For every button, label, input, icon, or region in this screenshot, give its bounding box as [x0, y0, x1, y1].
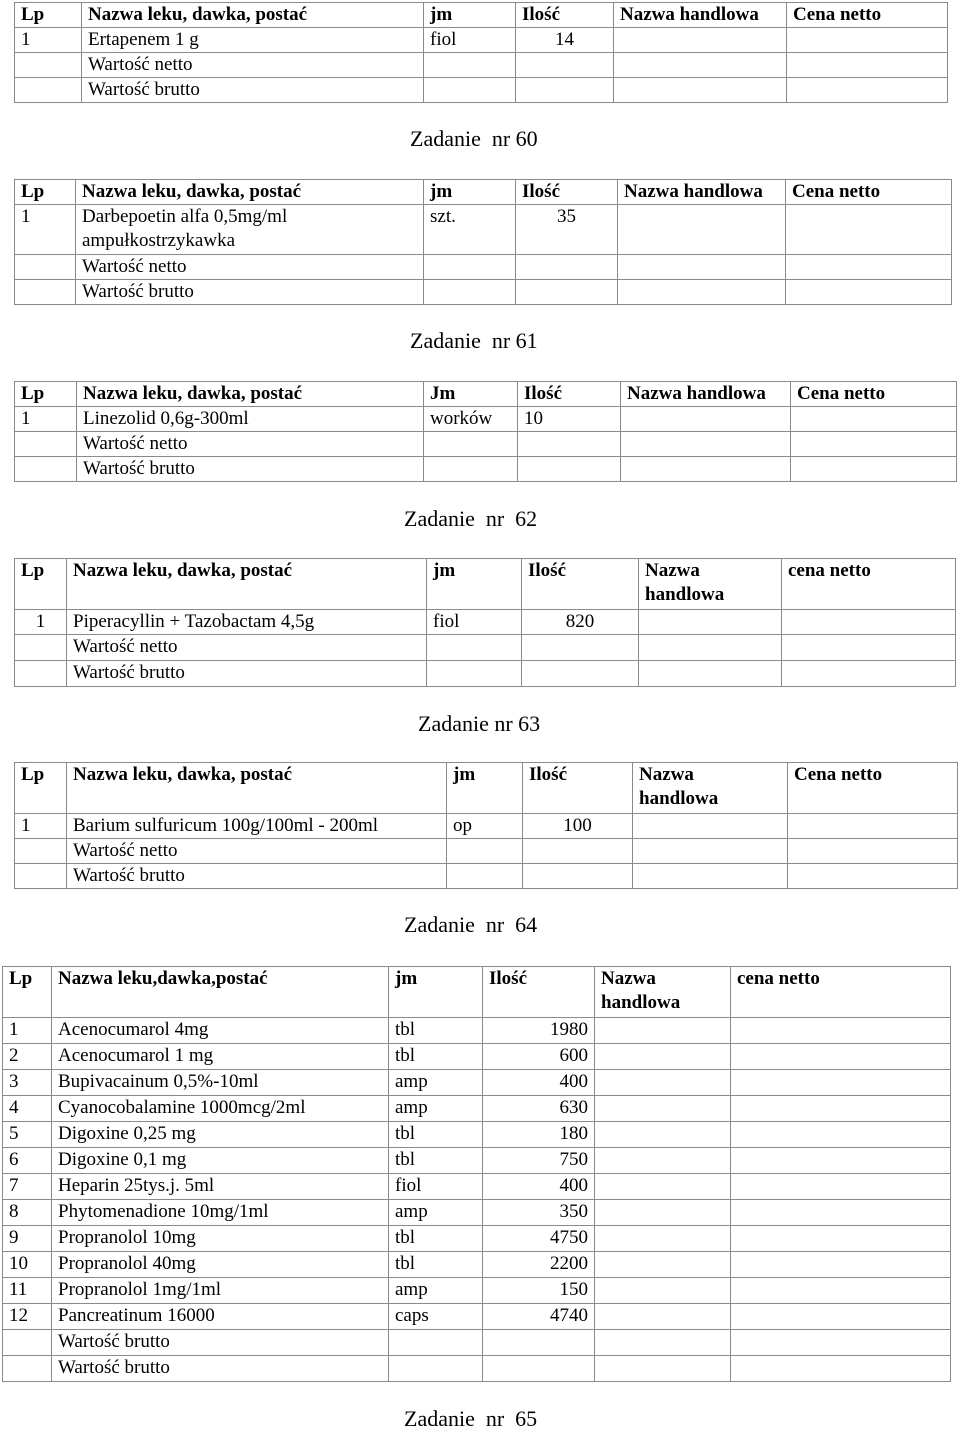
cell-net-price [782, 610, 956, 635]
header-trade-name-line1: Nazwa [601, 968, 656, 989]
table-row [3, 1252, 951, 1278]
table-zadanie-64 [2, 966, 951, 1382]
cell-jm: tbl [389, 1122, 483, 1148]
header-trade-name: Nazwa handlowa [618, 180, 786, 205]
cell-qty: 630 [483, 1096, 595, 1122]
cell-trade-name [614, 28, 787, 53]
table-row [15, 28, 948, 53]
gross-value-label: Wartość brutto [77, 457, 424, 482]
header-qty: Ilość [516, 180, 618, 205]
net-value-row [15, 432, 957, 457]
gross-value-label: Wartość brutto [67, 864, 447, 889]
header-lp: Lp [15, 763, 67, 814]
cell-net-price [788, 814, 958, 839]
cell-lp: 6 [3, 1148, 52, 1174]
header-qty: Ilość [483, 967, 595, 1018]
net-value-row [15, 255, 952, 280]
table-header-row [3, 967, 951, 1018]
header-name: Nazwa leku,dawka,postać [52, 967, 389, 1018]
cell-net-price [731, 1018, 951, 1044]
cell-trade-name [595, 1252, 731, 1278]
cell-jm: tbl [389, 1226, 483, 1252]
header-jm: Jm [424, 382, 518, 407]
cell-lp: 10 [3, 1252, 52, 1278]
net-value-row [15, 839, 958, 864]
table-row [15, 814, 958, 839]
header-trade-name-line1: Nazwa [639, 764, 694, 785]
header-trade-name [633, 763, 788, 814]
table-zadanie-63 [14, 762, 958, 889]
cell-qty: 4740 [483, 1304, 595, 1330]
cell-qty: 100 [523, 814, 633, 839]
header-net-price: Cena netto [791, 382, 957, 407]
cell-jm: op [447, 814, 523, 839]
cell-name: Acenocumarol 1 mg [52, 1044, 389, 1070]
table-zadanie-61 [14, 381, 957, 482]
cell-trade-name [621, 407, 791, 432]
cell-trade-name [595, 1122, 731, 1148]
table-row [3, 1174, 951, 1200]
gross-value-row [3, 1330, 951, 1356]
net-value-label: Wartość netto [67, 635, 427, 661]
header-lp: Lp [15, 382, 77, 407]
cell-jm: amp [389, 1096, 483, 1122]
cell-lp: 9 [3, 1226, 52, 1252]
net-value-row [15, 635, 956, 661]
cell-net-price [731, 1096, 951, 1122]
cell-lp: 4 [3, 1096, 52, 1122]
cell-jm: tbl [389, 1148, 483, 1174]
header-jm: jm [389, 967, 483, 1018]
cell-lp: 7 [3, 1174, 52, 1200]
cell-trade-name [618, 205, 786, 255]
cell-lp: 2 [3, 1044, 52, 1070]
cell-qty: 350 [483, 1200, 595, 1226]
heading-zadanie-61: Zadanie nr 61 [410, 328, 538, 353]
cell-lp: 1 [15, 814, 67, 839]
cell-net-price [791, 407, 957, 432]
header-net-price: cena netto [782, 559, 956, 610]
cell-net-price [731, 1200, 951, 1226]
header-trade-name-line2: handlowa [645, 584, 725, 605]
cell-net-price [731, 1278, 951, 1304]
cell-jm: amp [389, 1200, 483, 1226]
cell-qty: 750 [483, 1148, 595, 1174]
cell-trade-name [595, 1174, 731, 1200]
table-row [3, 1200, 951, 1226]
gross-value-label: Wartość brutto [52, 1356, 389, 1382]
header-trade-name: Nazwa handlowa [621, 382, 791, 407]
table-row [3, 1304, 951, 1330]
gross-value-row [15, 280, 952, 305]
cell-jm: caps [389, 1304, 483, 1330]
cell-trade-name [595, 1070, 731, 1096]
net-value-label: Wartość netto [82, 53, 424, 78]
cell-qty: 180 [483, 1122, 595, 1148]
cell-net-price [786, 205, 952, 255]
header-name: Nazwa leku, dawka, postać [76, 180, 424, 205]
header-qty: Ilość [516, 3, 614, 28]
cell-net-price [731, 1304, 951, 1330]
cell-name: Digoxine 0,25 mg [52, 1122, 389, 1148]
net-value-row [15, 53, 948, 78]
cell-trade-name [595, 1200, 731, 1226]
cell-net-price [787, 28, 948, 53]
cell-lp: 1 [15, 28, 82, 53]
cell-name: Heparin 25tys.j. 5ml [52, 1174, 389, 1200]
heading-zadanie-64: Zadanie nr 64 [404, 912, 538, 937]
table-row [15, 205, 952, 255]
cell-lp: 1 [15, 407, 77, 432]
table-header-row [15, 382, 957, 407]
cell-net-price [731, 1174, 951, 1200]
cell-name-line1: Darbepoetin alfa 0,5mg/ml [82, 206, 288, 227]
cell-jm: fiol [427, 610, 522, 635]
table-zadanie-59 [14, 2, 948, 103]
cell-trade-name [595, 1148, 731, 1174]
table-row [3, 1148, 951, 1174]
table-row [3, 1044, 951, 1070]
cell-name: Linezolid 0,6g-300ml [77, 407, 424, 432]
cell-jm: tbl [389, 1252, 483, 1278]
gross-value-label: Wartość brutto [67, 661, 427, 687]
cell-trade-name [595, 1044, 731, 1070]
cell-jm: worków [424, 407, 518, 432]
cell-name: Cyanocobalamine 1000mcg/2ml [52, 1096, 389, 1122]
table-zadanie-60 [14, 179, 952, 305]
header-trade-name-line2: handlowa [601, 992, 681, 1013]
table-header-row [15, 180, 952, 205]
heading-zadanie-60: Zadanie nr 60 [410, 126, 538, 151]
header-net-price: Cena netto [786, 180, 952, 205]
table-header-row [15, 559, 956, 610]
cell-lp: 11 [3, 1278, 52, 1304]
cell-lp: 8 [3, 1200, 52, 1226]
header-name: Nazwa leku, dawka, postać [77, 382, 424, 407]
cell-lp: 1 [15, 205, 76, 255]
header-trade-name: Nazwa handlowa [614, 3, 787, 28]
cell-qty: 35 [516, 205, 618, 255]
cell-jm: fiol [424, 28, 516, 53]
header-jm: jm [424, 3, 516, 28]
header-jm: jm [424, 180, 516, 205]
gross-value-row [15, 661, 956, 687]
header-lp: Lp [15, 559, 67, 610]
cell-jm: fiol [389, 1174, 483, 1200]
gross-value-row [3, 1356, 951, 1382]
header-net-price: Cena netto [788, 763, 958, 814]
net-value-label: Wartość netto [76, 255, 424, 280]
table-row [3, 1226, 951, 1252]
cell-qty: 150 [483, 1278, 595, 1304]
cell-name [76, 205, 424, 255]
table-body [3, 1018, 951, 1330]
cell-net-price [731, 1122, 951, 1148]
cell-name: Propranolol 1mg/1ml [52, 1278, 389, 1304]
cell-trade-name [633, 814, 788, 839]
cell-qty: 820 [522, 610, 639, 635]
cell-jm: tbl [389, 1044, 483, 1070]
table-header-row [15, 3, 948, 28]
cell-trade-name [595, 1304, 731, 1330]
header-lp: Lp [15, 180, 76, 205]
cell-name: Ertapenem 1 g [82, 28, 424, 53]
table-row [3, 1278, 951, 1304]
header-trade-name-line1: Nazwa [645, 560, 700, 581]
cell-qty: 400 [483, 1174, 595, 1200]
header-jm: jm [447, 763, 523, 814]
cell-name-line2: ampułkostrzykawka [82, 230, 236, 251]
cell-trade-name [639, 610, 782, 635]
cell-lp: 12 [3, 1304, 52, 1330]
cell-qty: 4750 [483, 1226, 595, 1252]
heading-zadanie-63: Zadanie nr 63 [418, 711, 541, 736]
cell-trade-name [595, 1226, 731, 1252]
cell-qty: 400 [483, 1070, 595, 1096]
cell-net-price [731, 1148, 951, 1174]
cell-trade-name [595, 1096, 731, 1122]
table-row [15, 407, 957, 432]
cell-name: Propranolol 40mg [52, 1252, 389, 1278]
cell-jm: amp [389, 1278, 483, 1304]
table-row [3, 1018, 951, 1044]
heading-zadanie-65: Zadanie nr 65 [404, 1406, 538, 1431]
header-trade-name [595, 967, 731, 1018]
cell-net-price [731, 1252, 951, 1278]
cell-trade-name [595, 1018, 731, 1044]
cell-trade-name [595, 1278, 731, 1304]
net-value-label: Wartość netto [77, 432, 424, 457]
header-lp: Lp [3, 967, 52, 1018]
cell-jm: szt. [424, 205, 516, 255]
cell-name: Piperacyllin + Tazobactam 4,5g [67, 610, 427, 635]
gross-value-row [15, 78, 948, 103]
header-name: Nazwa leku, dawka, postać [67, 559, 427, 610]
gross-value-row [15, 457, 957, 482]
cell-net-price [731, 1044, 951, 1070]
cell-name: Bupivacainum 0,5%-10ml [52, 1070, 389, 1096]
cell-qty: 10 [518, 407, 621, 432]
cell-net-price [731, 1226, 951, 1252]
cell-qty: 2200 [483, 1252, 595, 1278]
header-qty: Ilość [518, 382, 621, 407]
cell-name: Barium sulfuricum 100g/100ml - 200ml [67, 814, 447, 839]
cell-name: Digoxine 0,1 mg [52, 1148, 389, 1174]
header-trade-name-line2: handlowa [639, 788, 719, 809]
cell-lp: 5 [3, 1122, 52, 1148]
header-name: Nazwa leku, dawka, postać [67, 763, 447, 814]
header-jm: jm [427, 559, 522, 610]
table-zadanie-62 [14, 558, 956, 687]
cell-name: Pancreatinum 16000 [52, 1304, 389, 1330]
table-row [3, 1122, 951, 1148]
header-name: Nazwa leku, dawka, postać [82, 3, 424, 28]
net-value-label: Wartość netto [67, 839, 447, 864]
table-row [15, 610, 956, 635]
cell-jm: tbl [389, 1018, 483, 1044]
header-qty: Ilość [523, 763, 633, 814]
table-row [3, 1096, 951, 1122]
gross-value-row [15, 864, 958, 889]
cell-lp: 1 [3, 1018, 52, 1044]
gross-value-label: Wartość brutto [76, 280, 424, 305]
cell-name: Propranolol 10mg [52, 1226, 389, 1252]
header-net-price: cena netto [731, 967, 951, 1018]
cell-name: Acenocumarol 4mg [52, 1018, 389, 1044]
header-trade-name [639, 559, 782, 610]
cell-qty: 1980 [483, 1018, 595, 1044]
heading-zadanie-62: Zadanie nr 62 [404, 506, 538, 531]
cell-jm: amp [389, 1070, 483, 1096]
gross-value-label: Wartość brutto [52, 1330, 389, 1356]
gross-value-label: Wartość brutto [82, 78, 424, 103]
table-row [3, 1070, 951, 1096]
cell-lp: 1 [15, 610, 67, 635]
cell-lp: 3 [3, 1070, 52, 1096]
header-lp: Lp [15, 3, 82, 28]
header-qty: Ilość [522, 559, 639, 610]
cell-qty: 600 [483, 1044, 595, 1070]
header-net-price: Cena netto [787, 3, 948, 28]
cell-name: Phytomenadione 10mg/1ml [52, 1200, 389, 1226]
cell-net-price [731, 1070, 951, 1096]
table-header-row [15, 763, 958, 814]
cell-qty: 14 [516, 28, 614, 53]
